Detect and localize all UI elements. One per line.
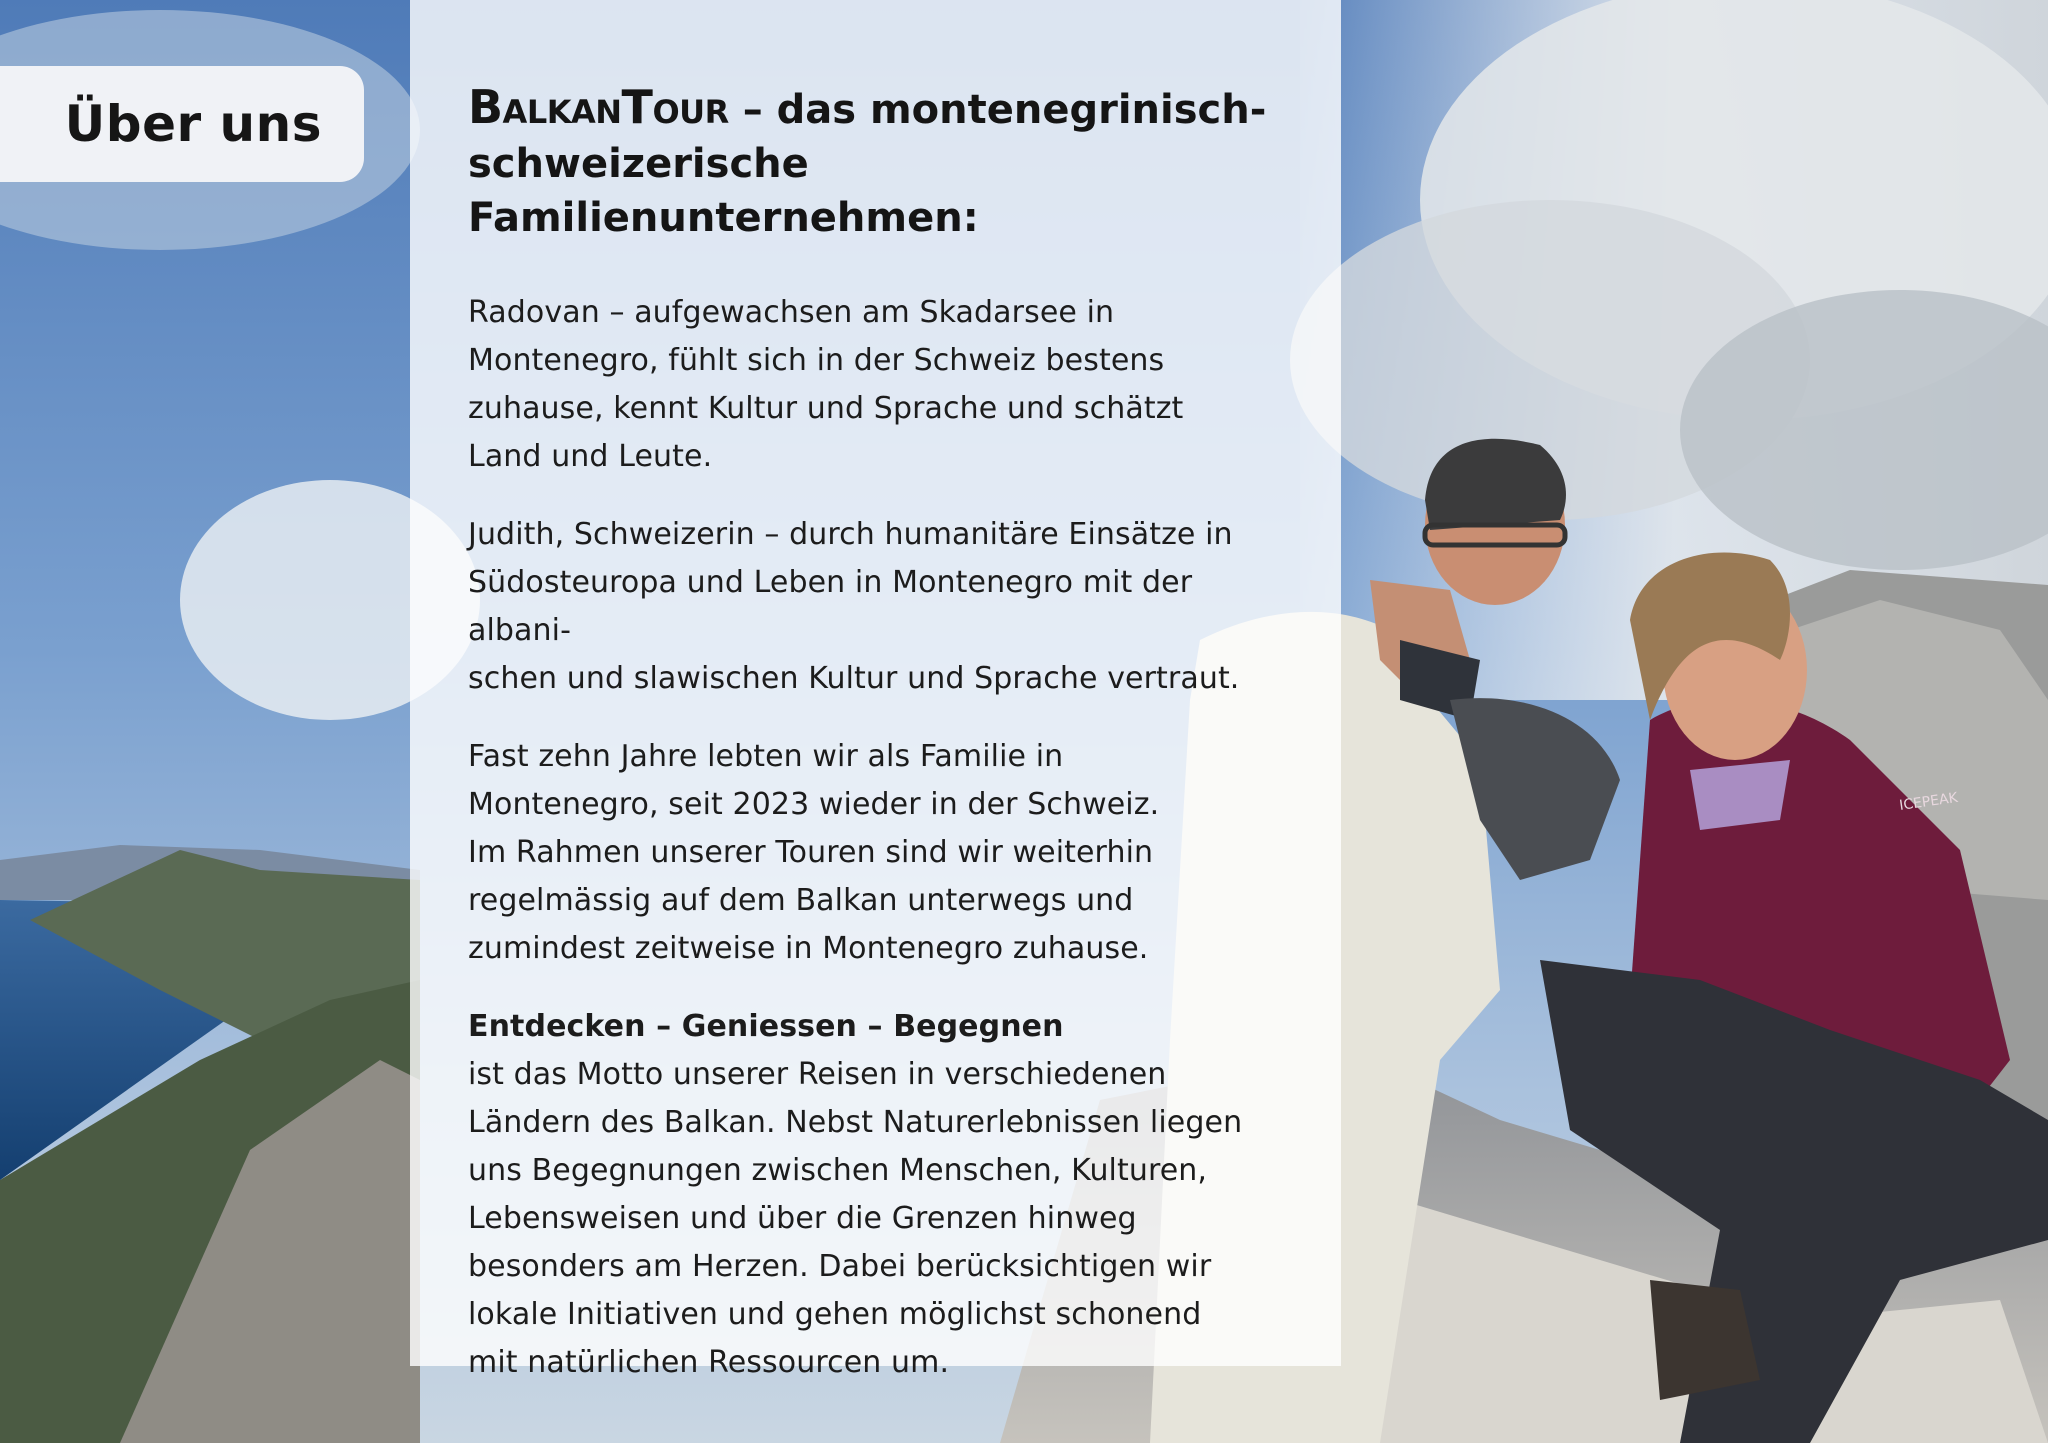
paragraph-family: Fast zehn Jahre lebten wir als Familie in Montenegro, seit 2023 wieder in der Schweiz. Im Rahmen unserer Touren sind wir weiterhin regelmässig auf dem Balkan unterwegs und zumindest zeitweise in Montenegro zuhause.	[468, 739, 1160, 966]
paragraph-motto	[468, 1003, 1301, 1387]
section-title: Über uns	[64, 95, 322, 153]
paragraph-radovan: Radovan – aufgewachsen am Skadarsee in Montenegro, fühlt sich in der Schweiz bestens zuhause, kennt Kultur und Sprache und schätzt Land und Leute.	[468, 295, 1184, 474]
motto-text: ist das Motto unserer Reisen in verschiedenen Ländern des Balkan. Nebst Naturerlebnissen liegen uns Begegnungen zwischen Menschen, Kulturen, Lebensweisen und über die Grenzen hinweg besonders am Herzen. Dabei berücksichtigen wir lokale Initiativen und gehen möglichst schonend mit natürlichen Ressourcen um.	[468, 1057, 1243, 1380]
paragraph-judith: Judith, Schweizerin – durch humanitäre Einsätze in Südosteuropa und Leben in Montenegro mit der albani- schen und slawischen Kultur und Sprache vertraut.	[468, 517, 1240, 696]
headline-rest: – das montenegrinisch-schweizerische Familienunternehmen:	[468, 87, 1267, 241]
jacket-logo-text: ICEPEAK	[1898, 789, 1959, 814]
motto-title: Entdecken – Geniessen – Begegnen	[468, 1009, 1064, 1044]
text-panel	[410, 0, 1341, 1380]
brand-logo-text: BalkanTour	[468, 80, 729, 134]
section-tab	[0, 66, 364, 182]
headline	[468, 80, 1301, 245]
